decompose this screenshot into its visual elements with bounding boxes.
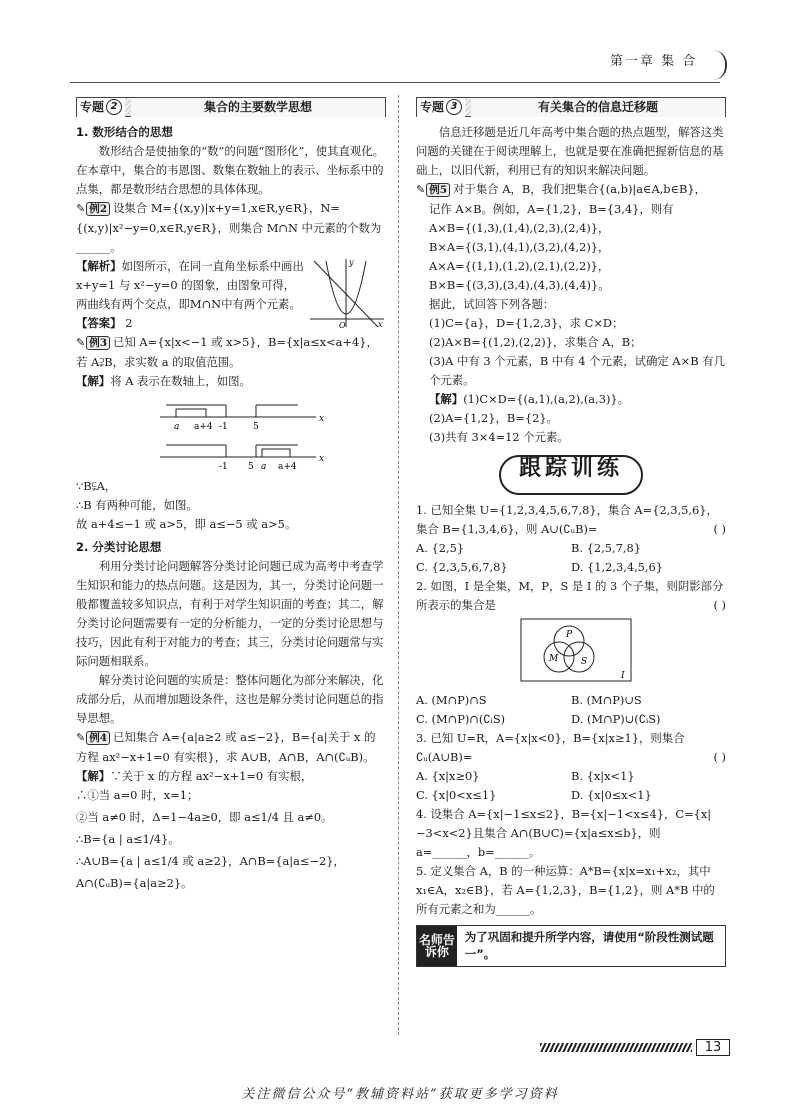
line: (2)A={1,2}，B={2}。	[429, 411, 558, 425]
column-divider	[398, 95, 399, 1035]
banner-title: 有关集合的信息迁移题	[471, 98, 725, 117]
nl1-label: -1	[219, 422, 228, 432]
header-ornament	[713, 50, 727, 80]
banner-tag: 专题 2	[77, 98, 125, 117]
line: ∴①当 a=0 时，x=1；	[76, 788, 199, 802]
pen-icon: ✎	[76, 731, 86, 744]
header-rule	[70, 82, 720, 83]
section-title: 2. 分类讨论思想	[76, 540, 162, 554]
left-column	[76, 97, 386, 893]
line: (3)A 中有 3 个元素，B 中有 4 个元素，试确定 A×B 有几个元素。	[429, 354, 725, 387]
nl2-label: 5	[248, 462, 254, 471]
option: B. {x|x<1}	[571, 769, 635, 783]
tip-text: 为了巩固和提升所学内容，请使用“阶段性测试题一”。	[464, 930, 714, 961]
line: A×B={(1,3),(1,4),(2,3),(2,4)}，	[429, 221, 610, 235]
svg-text:O: O	[339, 321, 346, 329]
question-4: 4. 设集合 A={x|−1≤x≤2}，B={x|−1<x≤4}，C={x|−3<x<2}且集合 A∩(B∪C)={x|a≤x≤b}，则 a=______，b=______。	[416, 807, 712, 859]
paragraph: 利用分类讨论问题解答分类讨论问题已成为高考中考查学生知识和能力的热点问题。这是因为，其一，分类讨论问题一般都覆盖较多知识点，有利于对学生知识面的考查；其二，解分类讨论问题需要有一定的分析能力，一定的分类讨论思想与技巧，因此有利于对能力的考查；其三，分类讨论问题常与实际问题相联系。	[76, 559, 384, 668]
option: D. {x|0≤x<1}	[571, 788, 652, 802]
line: A∩(∁ᵤB)={a|a≥2}。	[76, 876, 193, 890]
svg-text:y: y	[349, 258, 354, 267]
question-3: 3. 已知 U=R，A={x|x<0}，B={x|x≥1}，则集合 ∁ᵤ(A∪B)= ( )	[416, 731, 726, 764]
paragraph: 数形结合是使抽象的“数”的问题“图形化”，使其直观化。在本章中，集合的韦恩图、数集在数轴上的表示、坐标系中的点集，都是数形结合思想的具体体现。	[76, 144, 385, 196]
example-5: ✎ 例5 对于集合 A，B，我们把集合{(a,b)|a∈A,b∈B}，	[416, 182, 707, 196]
topic-banner-3	[416, 97, 726, 117]
nl1-label: x	[319, 414, 325, 424]
section-title: 1. 数形结合的思想	[76, 125, 173, 139]
example-3: ✎ 例3 已知 A={x|x<−1 或 x>5}，B={x|a≤x<a+4}，若 A⫌B，求实数 a 的取值范围。	[76, 335, 378, 369]
question-2: 2. 如图，I 是全集，M，P，S 是 I 的 3 个子集，则阴影部分所表示的集合是 ( )	[416, 579, 726, 612]
line: ∴A∪B={a | a≤1/4 或 a≥2}，A∩B={a|a≤−2}，	[76, 854, 345, 868]
nl2-label: a	[261, 462, 267, 471]
venn-label: I	[621, 671, 625, 681]
paragraph: 信息迁移题是近几年高考中集合题的热点题型，解答这类问题的关键在于阅读理解上，也就是要在准确把握新信息的基础上，以旧代新，利用已有的知识来解决问题。	[416, 125, 724, 177]
nl2-label: -1	[219, 462, 228, 471]
footer-note: 关注微信公众号“教辅资料站”获取更多学习资料	[241, 1087, 559, 1102]
option: C. {x|0<x≤1}	[416, 788, 497, 802]
options-1	[416, 539, 726, 577]
graph-figure	[306, 257, 386, 329]
line: B×A={(3,1),(4,1),(3,2),(4,2)}，	[429, 240, 610, 254]
option: D. {1,2,3,4,5,6}	[571, 560, 664, 574]
nl1-label: a	[174, 422, 180, 432]
page-number	[540, 1038, 730, 1056]
nl2-label: x	[319, 454, 325, 464]
option: D. (M∩P)∪(∁ᵢS)	[571, 712, 661, 726]
line: ∴B={a | a≤1/4}。	[76, 832, 180, 846]
venn-label: M	[549, 654, 559, 664]
venn-label: P	[566, 630, 573, 640]
banner-tag: 专题 3	[417, 98, 465, 117]
venn-diagram	[416, 615, 726, 685]
line: (2)A×B={(1,2),(2,2)}，求集合 A，B；	[429, 335, 642, 349]
option: B. (M∩P)∪S	[571, 693, 642, 707]
line: 故 a+4≤−1 或 a>5，即 a≤−5 或 a>5。	[76, 517, 297, 531]
venn-label: S	[581, 657, 588, 667]
nl1-label: 5	[253, 422, 259, 432]
options-3	[416, 767, 726, 805]
topic-banner-2	[76, 97, 386, 117]
line: 记作 A×B。例如，A={1,2}，B={3,4}，则有	[429, 202, 674, 216]
paragraph: 解分类讨论问题的实质是：整体问题化为部分来解决，化成部分后，从而增加题设条件，这也是解分类讨论问题总的指导思想。	[76, 673, 384, 725]
options-2	[416, 691, 726, 729]
question-5: 5. 定义集合 A，B 的一种运算：A*B={x|x=x₁+x₂，其中 x₁∈A，x₂∈B}，若 A={1,2,3}，B={1,2}，则 A*B 中的所有元素之和为______。	[416, 864, 715, 916]
line: ②当 a≠0 时，Δ=1−4a≥0，即 a≤1/4 且 a≠0。	[76, 810, 333, 824]
option: A. (M∩P)∩S	[416, 693, 487, 707]
svg-text:x: x	[378, 320, 383, 329]
line: ∵B⫋A，	[76, 479, 117, 493]
solution-3: 【解】将 A 表示在数轴上，如图。	[76, 374, 251, 388]
page-number-bar	[540, 1043, 692, 1052]
teacher-tip	[416, 925, 726, 967]
right-column	[416, 97, 726, 967]
question-1: 1. 已知全集 U={1,2,3,4,5,6,7,8}，集合 A={2,3,5,6}，集合 B={1,3,4,6}，则 A∪(∁ᵤB)= ( )	[416, 503, 726, 536]
page-number-value: 13	[696, 1039, 730, 1056]
option: A. {x|x≥0}	[416, 769, 480, 783]
option: C. (M∩P)∩(∁ᵢS)	[416, 712, 506, 726]
nl2-label: a+4	[278, 462, 297, 471]
option: A. {2,5}	[416, 541, 465, 555]
option: B. {2,5,7,8}	[571, 541, 641, 555]
tracking-practice-title: 跟踪训练	[416, 455, 726, 495]
solution-5: 【解】(1)C×D={(a,1),(a,2),(a,3)}。	[429, 392, 630, 406]
line: ∴B 有两种可能，如图。	[76, 498, 198, 512]
pen-icon: ✎	[416, 183, 426, 196]
pen-icon: ✎	[76, 202, 86, 215]
number-line-figure	[76, 391, 386, 471]
line: A×A={(1,1),(1,2),(2,1),(2,2)}，	[429, 259, 610, 273]
example-5-body	[416, 200, 726, 447]
example-2: ✎ 例2 设集合 M={(x,y)|x+y=1,x∈R,y∈R}，N={(x,y)|x²−y=0,x∈R,y∈R}，则集合 M∩N 中元素的个数为______。	[76, 201, 382, 254]
option: C. {2,3,5,6,7,8}	[416, 560, 508, 574]
solution-2: 【解析】如图所示，在同一直角坐标系中画出 x+y=1 与 x²−y=0 的图象，由图象可得，两曲线有两个交点，即M∩N中有两个元素。	[76, 259, 304, 311]
banner-title: 集合的主要数学思想	[131, 98, 385, 117]
line: B×B={(3,3),(3,4),(4,3),(4,4)}。	[429, 278, 610, 292]
solution-4: 【解】∵关于 x 的方程 ax²−x+1=0 有实根，	[76, 769, 313, 783]
line: (1)C={a}，D={1,2,3}，求 C×D；	[429, 316, 624, 330]
pen-icon: ✎	[76, 336, 86, 349]
nl1-label: a+4	[194, 422, 213, 432]
chapter-header: 第一章 集 合	[610, 54, 698, 69]
example-4: ✎ 例4 已知集合 A={a|a≥2 或 a≤−2}，B={a|关于 x 的方程 ax²−x+1=0 有实根}，求 A∪B，A∩B，A∩(∁ᵤB)。	[76, 730, 376, 764]
tip-badge: 名师告诉你	[417, 926, 457, 966]
line: 据此，试回答下列各题：	[429, 297, 555, 311]
answer-2: 【答案】 2	[76, 316, 133, 330]
line: (3)共有 3×4=12 个元素。	[429, 430, 569, 444]
